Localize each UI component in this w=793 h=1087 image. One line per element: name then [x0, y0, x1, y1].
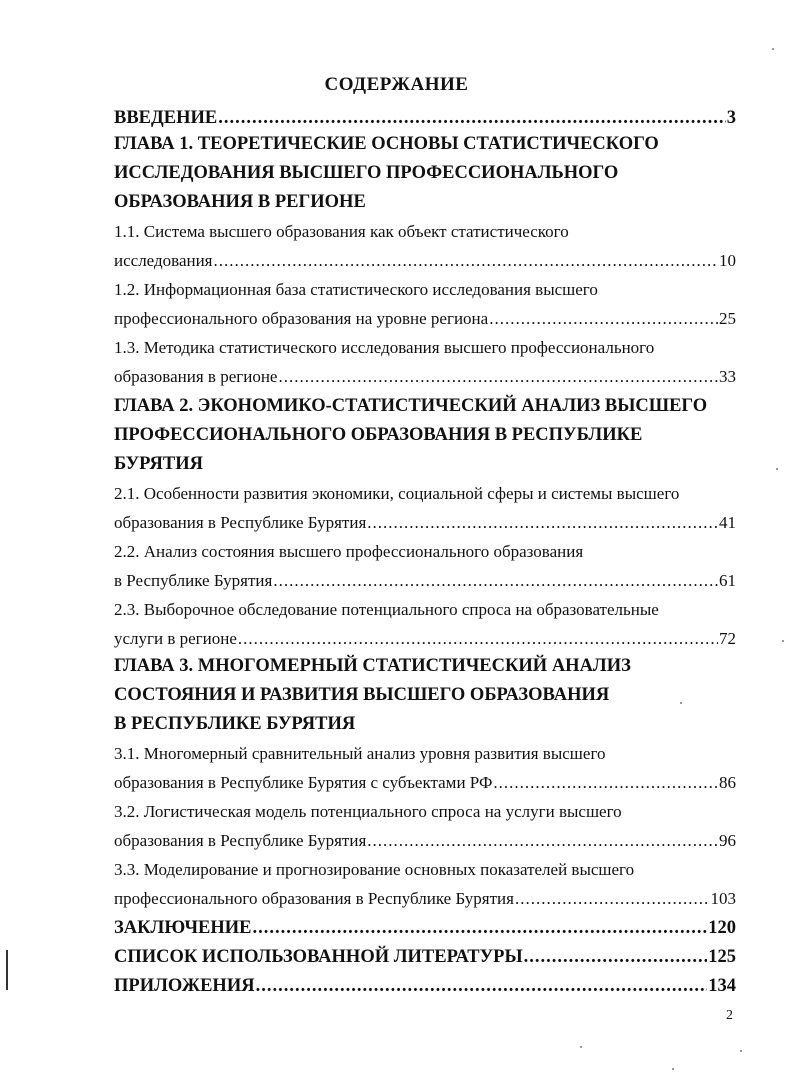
scan-speck — [776, 468, 778, 470]
leader-dots — [238, 626, 718, 652]
toc-page-number: 134 — [708, 976, 736, 996]
scan-margin-mark — [6, 950, 8, 990]
leader-dots — [214, 248, 718, 274]
leader-dots — [278, 364, 718, 390]
toc-page-number: 61 — [719, 571, 736, 590]
toc-page-number: 10 — [719, 251, 736, 270]
toc-section-cont: образования в регионе ..... 33 — [114, 364, 736, 390]
chapter-heading: ПРОФЕССИОНАЛЬНОГО ОБРАЗОВАНИЯ В РЕСПУБЛИКЕ — [114, 425, 643, 445]
toc-page-number: 103 — [710, 889, 736, 908]
toc-section-cont: исследования ..... 10 — [114, 248, 736, 274]
chapter-heading: ГЛАВА 3. МНОГОМЕРНЫЙ СТАТИСТИЧЕСКИЙ АНАЛИЗ — [114, 656, 631, 676]
page-number: 2 — [726, 1008, 733, 1023]
leader-dots — [253, 915, 708, 941]
toc-section: 3.1. Многомерный сравнительный анализ уровня развития высшего — [114, 744, 606, 763]
toc-section: 1.1. Система высшего образования как объект статистического — [114, 222, 569, 241]
scan-speck — [772, 48, 774, 50]
toc-section: 2.1. Особенности развития экономики, социальной сферы и системы высшего — [114, 484, 680, 503]
leader-dots — [515, 886, 710, 912]
toc-section: 1.3. Методика статистического исследования высшего профессионального — [114, 338, 655, 357]
toc-section: 2.3. Выборочное обследование потенциального спроса на образовательные — [114, 600, 659, 619]
scan-speck — [680, 702, 682, 704]
chapter-heading: ОБРАЗОВАНИЯ В РЕГИОНЕ — [114, 192, 366, 212]
toc-page-number: 33 — [719, 367, 736, 386]
chapter-heading: ГЛАВА 2. ЭКОНОМИКО-СТАТИСТИЧЕСКИЙ АНАЛИЗ ВЫСШЕГО — [114, 396, 708, 416]
leader-dots — [218, 105, 726, 131]
toc-section: 3.2. Логистическая модель потенциального спроса на услуги высшего — [114, 802, 622, 821]
toc-page-number: 125 — [708, 947, 736, 967]
leader-dots — [524, 944, 708, 970]
scan-speck — [672, 1068, 674, 1070]
chapter-heading: СОСТОЯНИЯ И РАЗВИТИЯ ВЫСШЕГО ОБРАЗОВАНИЯ — [114, 685, 610, 705]
chapter-heading: ГЛАВА 1. ТЕОРЕТИЧЕСКИЕ ОСНОВЫ СТАТИСТИЧЕСКОГО — [114, 134, 659, 154]
toc-section-cont: образования в Республике Бурятия с субъектами РФ ..... 86 — [114, 770, 736, 796]
page-title: СОДЕРЖАНИЕ — [324, 74, 469, 95]
toc-page-number: 72 — [719, 629, 736, 648]
chapter-heading: БУРЯТИЯ — [114, 454, 203, 474]
toc-entry-conclusion: ЗАКЛЮЧЕНИЕ ..... 120 — [114, 915, 736, 941]
leader-dots — [493, 770, 718, 796]
scan-speck — [740, 1050, 742, 1052]
toc-page-number: 86 — [719, 773, 736, 792]
toc-section-cont: образования в Республике Бурятия ..... 96 — [114, 828, 736, 854]
toc-entry-bibliography: СПИСОК ИСПОЛЬЗОВАННОЙ ЛИТЕРАТУРЫ ..... 125 — [114, 944, 736, 970]
toc-entry-appendices: ПРИЛОЖЕНИЯ ..... 134 — [114, 973, 736, 999]
scan-speck — [782, 640, 784, 642]
scan-speck — [580, 1046, 582, 1048]
toc-section-cont: в Республике Бурятия ..... 61 — [114, 568, 736, 594]
chapter-heading: В РЕСПУБЛИКЕ БУРЯТИЯ — [114, 714, 356, 734]
leader-dots — [256, 973, 708, 999]
toc-section-cont: образования в Республике Бурятия ..... 41 — [114, 510, 736, 536]
toc-section-cont: услуги в регионе ..... 72 — [114, 626, 736, 652]
chapter-heading: ИССЛЕДОВАНИЯ ВЫСШЕГО ПРОФЕССИОНАЛЬНОГО — [114, 163, 619, 183]
toc-page-number: 41 — [719, 513, 736, 532]
toc-section: 1.2. Информационная база статистического исследования высшего — [114, 280, 598, 299]
leader-dots — [273, 568, 718, 594]
toc-section: 3.3. Моделирование и прогнозирование основных показателей высшего — [114, 860, 635, 879]
leader-dots — [367, 828, 718, 854]
toc-page-number: 96 — [719, 831, 736, 850]
toc-page-number: 3 — [726, 108, 736, 128]
toc-section-cont: профессионального образования на уровне региона ..... 25 — [114, 306, 736, 332]
toc-entry-introduction: ВВЕДЕНИЕ ..... 3 — [114, 105, 736, 131]
toc-page-number: 25 — [719, 309, 736, 328]
toc-section: 2.2. Анализ состояния высшего профессионального образования — [114, 542, 584, 561]
toc-page-number: 120 — [708, 918, 736, 938]
leader-dots — [367, 510, 718, 536]
leader-dots — [489, 306, 718, 332]
toc-section-cont: профессионального образования в Республике Бурятия ..... 103 — [114, 886, 736, 912]
